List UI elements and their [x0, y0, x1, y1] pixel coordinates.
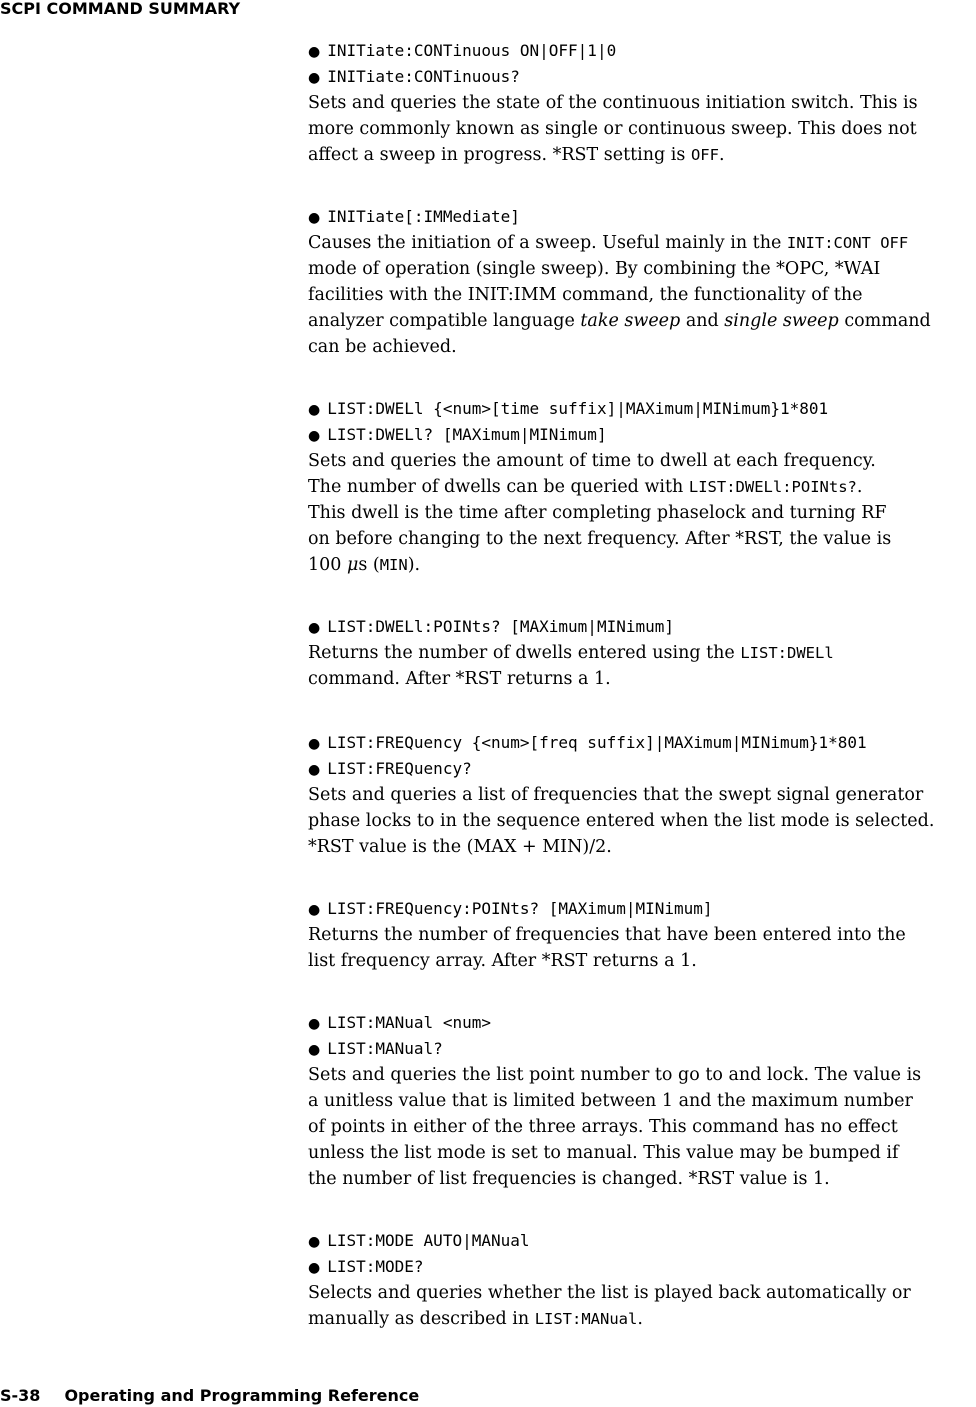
emphasis-text: μ	[346, 555, 359, 575]
description-line	[308, 808, 976, 834]
command-text: INITiate:CONTinuous ON|OFF|1|0	[327, 41, 617, 60]
description-line	[308, 834, 976, 860]
body-text: This dwell is the time after completing phaselock and turning RF	[308, 503, 887, 523]
description-line	[308, 640, 976, 666]
body-text: and	[680, 311, 725, 331]
body-text: affect a sweep in progress. *RST setting is	[308, 145, 691, 165]
description-line	[308, 782, 976, 808]
command-text: LIST:MODE?	[327, 1257, 424, 1276]
command-syntax	[308, 1010, 976, 1036]
bullet-icon: ●	[308, 428, 321, 444]
command-text: LIST:DWELl:POINts? [MAXimum|MINimum]	[327, 617, 674, 636]
description-line	[308, 552, 976, 578]
page-header: SCPI COMMAND SUMMARY	[0, 0, 241, 18]
body-text: Selects and queries whether the list is played back automatically or	[308, 1283, 911, 1303]
command-text: LIST:FREQuency:POINts? [MAXimum|MINimum]	[327, 899, 713, 918]
description-line	[308, 500, 976, 526]
description-line	[308, 230, 976, 256]
command-text: LIST:DWELl {<num>[time suffix]|MAXimum|MINimum}1*801	[327, 399, 829, 418]
command-syntax	[308, 756, 976, 782]
description-line	[308, 1166, 976, 1192]
bullet-icon: ●	[308, 402, 321, 418]
body-text: phase locks to in the sequence entered when the list mode is selected.	[308, 811, 935, 831]
body-text: s (	[358, 555, 380, 575]
body-text: Causes the initiation of a sweep. Useful mainly in the	[308, 233, 787, 253]
bullet-icon: ●	[308, 736, 321, 752]
bullet-icon: ●	[308, 1042, 321, 1058]
body-text: .	[718, 145, 725, 165]
command-text: LIST:FREQuency?	[327, 759, 472, 778]
command-text: LIST:MODE AUTO|MANual	[327, 1231, 530, 1250]
command-syntax	[308, 1036, 976, 1062]
description-line	[308, 448, 976, 474]
command-section	[308, 896, 976, 974]
description-line	[308, 1088, 976, 1114]
inline-code: MIN	[379, 556, 408, 574]
command-syntax	[308, 38, 976, 64]
command-syntax	[308, 896, 976, 922]
command-description	[308, 922, 976, 974]
description-line	[308, 334, 976, 360]
command-description	[308, 230, 976, 360]
body-text: on before changing to the next frequency. After *RST, the value is	[308, 529, 892, 549]
bullet-icon: ●	[308, 620, 321, 636]
description-line	[308, 1140, 976, 1166]
command-description	[308, 448, 976, 578]
body-text: of points in either of the three arrays. This command has no effect	[308, 1117, 898, 1137]
command-syntax	[308, 64, 976, 90]
description-line	[308, 922, 976, 948]
body-text: Sets and queries the amount of time to dwell at each frequency.	[308, 451, 876, 471]
body-text: .	[637, 1309, 643, 1329]
description-line	[308, 1114, 976, 1140]
description-line	[308, 308, 976, 334]
inline-code: INIT:CONT OFF	[786, 234, 909, 252]
bullet-icon: ●	[308, 1234, 321, 1250]
body-text: Returns the number of frequencies that have been entered into the	[308, 925, 906, 945]
command-text: LIST:FREQuency {<num>[freq suffix]|MAXimum|MINimum}1*801	[327, 733, 867, 752]
bullet-icon: ●	[308, 1016, 321, 1032]
bullet-icon: ●	[308, 762, 321, 778]
body-text: ).	[407, 555, 421, 575]
emphasis-text: single sweep	[724, 311, 839, 331]
body-text: Sets and queries the list point number to go to and lock. The value is	[308, 1065, 922, 1085]
command-syntax	[308, 1228, 976, 1254]
body-text: command. After *RST returns a 1.	[308, 669, 611, 689]
footer-title: Operating and Programming Reference	[64, 1386, 420, 1405]
command-section	[308, 38, 976, 168]
body-text: mode of operation (single sweep). By combining the *OPC, *WAI	[308, 259, 881, 279]
description-line	[308, 1062, 976, 1088]
description-line	[308, 474, 976, 500]
command-syntax	[308, 614, 976, 640]
page-footer	[0, 1386, 419, 1406]
bullet-icon: ●	[308, 44, 321, 60]
bullet-icon: ●	[308, 1260, 321, 1276]
command-description	[308, 1280, 976, 1332]
command-syntax	[308, 396, 976, 422]
command-section	[308, 1228, 976, 1332]
command-section	[308, 1010, 976, 1192]
body-text: 100	[308, 555, 347, 575]
inline-code: LIST:MANual	[534, 1310, 638, 1328]
command-description	[308, 1062, 976, 1192]
body-text: command	[838, 311, 931, 331]
command-section	[308, 730, 976, 860]
description-line	[308, 948, 976, 974]
command-text: LIST:MANual <num>	[327, 1013, 491, 1032]
description-line	[308, 1306, 976, 1332]
command-section	[308, 396, 976, 578]
description-line	[308, 256, 976, 282]
command-section	[308, 204, 976, 360]
command-text: LIST:MANual?	[327, 1039, 443, 1058]
body-text: can be achieved.	[308, 337, 457, 357]
inline-code: LIST:DWELl	[740, 644, 834, 662]
body-text: unless the list mode is set to manual. This value may be bumped if	[308, 1143, 899, 1163]
description-line	[308, 666, 976, 692]
description-line	[308, 526, 976, 552]
body-text: a unitless value that is limited between 1 and the maximum number	[308, 1091, 913, 1111]
description-line	[308, 90, 976, 116]
body-text: Sets and queries a list of frequencies that the swept signal generator	[308, 785, 924, 805]
body-text: more commonly known as single or continuous sweep. This does not	[308, 119, 917, 139]
description-line	[308, 282, 976, 308]
command-syntax	[308, 204, 976, 230]
description-line	[308, 116, 976, 142]
page-number: S-38	[0, 1386, 41, 1405]
command-section	[308, 614, 976, 692]
inline-code: OFF	[690, 146, 719, 164]
description-line	[308, 1280, 976, 1306]
bullet-icon: ●	[308, 210, 321, 226]
command-syntax	[308, 422, 976, 448]
body-text: .	[856, 477, 863, 497]
command-description	[308, 782, 976, 860]
body-text: list frequency array. After *RST returns a 1.	[308, 951, 697, 971]
body-text: the number of list frequencies is changed. *RST value is 1.	[308, 1169, 830, 1189]
description-line	[308, 142, 976, 168]
command-text: INITiate[:IMMediate]	[327, 207, 520, 226]
command-description	[308, 90, 976, 168]
bullet-icon: ●	[308, 70, 321, 86]
command-syntax	[308, 1254, 976, 1280]
command-text: LIST:DWELl? [MAXimum|MINimum]	[327, 425, 607, 444]
command-description	[308, 640, 976, 692]
body-text: manually as described in	[308, 1309, 535, 1329]
command-text: INITiate:CONTinuous?	[327, 67, 520, 86]
body-text: The number of dwells can be queried with	[308, 477, 689, 497]
inline-code: LIST:DWELl:POINts?	[688, 478, 857, 496]
body-text: Returns the number of dwells entered using the	[308, 643, 741, 663]
command-syntax	[308, 730, 976, 756]
body-text: *RST value is the (MAX + MIN)/2.	[308, 837, 612, 857]
body-text: Sets and queries the state of the continuous initiation switch. This is	[308, 93, 918, 113]
body-text: analyzer compatible language	[308, 311, 581, 331]
bullet-icon: ●	[308, 902, 321, 918]
emphasis-text: take sweep	[580, 311, 681, 331]
body-text: facilities with the INIT:IMM command, the functionality of the	[308, 285, 863, 305]
